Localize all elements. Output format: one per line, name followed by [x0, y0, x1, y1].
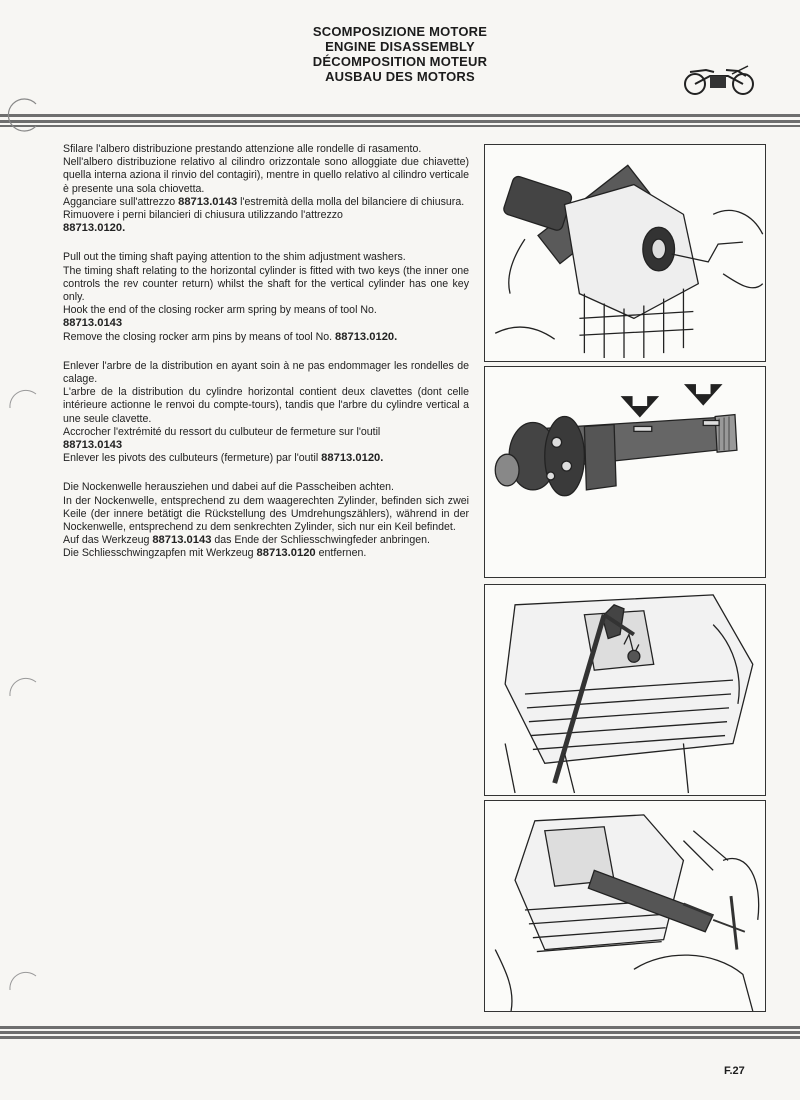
spring-hook-tool-illustration	[485, 585, 765, 795]
text-run: das Ende der Schliesschwingfeder anbringen.	[214, 534, 430, 547]
tool-number: 88713.0120.	[321, 452, 384, 465]
punch-hole-icon	[6, 98, 40, 132]
tool-number: 88713.0143	[178, 195, 238, 208]
rocker-pin-extractor-illustration	[485, 801, 765, 1011]
text-run: Remove the closing rocker arm pins by means of tool No.	[63, 330, 333, 343]
page-number: F.27	[724, 1065, 745, 1077]
title-french: DÉCOMPOSITION MOTEUR	[312, 54, 488, 69]
paragraph: L'arbre de la distribution du cylindre horizontal contient deux clavettes (dont celle intérieure actionne le renvoi du compte-tours), tandis que l'arbre du cylindre vertical a une seule clavette.	[63, 386, 469, 425]
text-run: Agganciare sull'attrezzo	[63, 195, 176, 208]
paragraph: Sfilare l'albero distribuzione prestando attenzione alle rondelle di rasamento.	[63, 143, 422, 155]
tool-number: 88713.0143	[152, 534, 212, 547]
tool-number: 88713.0120	[256, 547, 316, 560]
section-italian	[63, 143, 469, 235]
text-run: Rimuovere i perni bilancieri di chiusura utilizzando l'attrezzo	[63, 209, 343, 222]
punch-hole-icon	[6, 970, 40, 1004]
title-german: AUSBAU DES MOTORS	[325, 69, 475, 84]
timing-shaft-removal-illustration	[485, 145, 765, 361]
paragraph	[63, 426, 469, 452]
paragraph: Die Nockenwelle herausziehen und dabei auf die Passcheiben achten.	[63, 481, 394, 494]
figure-timing-shaft-removal	[484, 144, 766, 362]
paragraph	[63, 331, 469, 344]
punch-hole-icon	[6, 676, 40, 710]
text-run: Die Schliesschwingzapfen mit Werkzeug	[63, 547, 254, 560]
text-run: Accrocher l'extrémité du ressort du culbuteur de fermeture sur l'outil	[63, 425, 381, 438]
paragraph	[63, 209, 469, 235]
section-english	[63, 251, 469, 343]
paragraph: Pull out the timing shaft paying attention to the shim adjustment washers.	[63, 251, 406, 264]
timing-shaft-keys-illustration	[485, 367, 765, 577]
paragraph	[63, 547, 469, 560]
paragraph	[63, 452, 469, 465]
page-header	[255, 24, 545, 84]
title-english: ENGINE DISASSEMBLY	[325, 39, 475, 54]
text-run: entfernen.	[318, 547, 367, 560]
title-italian: SCOMPOSIZIONE MOTORE	[312, 24, 488, 39]
section-french	[63, 360, 469, 466]
paragraph	[63, 534, 469, 547]
top-rule	[0, 114, 800, 128]
text-run: Hook the end of the closing rocker arm spring by means of tool No.	[63, 304, 377, 317]
paragraph: The timing shaft relating to the horizontal cylinder is fitted with two keys (the inner one controls the rev counter return) whilst the shaft for the vertical cylinder has one key only.	[63, 264, 469, 304]
text-run: l'estremità della molla del bilanciere di chiusura.	[240, 195, 465, 208]
text-run: Enlever les pivots des culbuteurs (fermeture) par l'outil	[63, 452, 319, 465]
tool-number: 88713.0120.	[63, 222, 126, 235]
paragraph: In der Nockenwelle, entsprechend zu dem waagerechten Zylinder, befinden sich zwei Keile (der innere betätigt die Rückstellung des Umdrehungszählers), während in der Nockenwelle, entsprechend zu dem senkrechten Zylinder, sich nur ein Keil befindet.	[63, 494, 469, 534]
figure-timing-shaft-keys	[484, 366, 766, 578]
figure-spring-hook-tool	[484, 584, 766, 796]
paragraph	[63, 196, 469, 209]
paragraph	[63, 304, 469, 330]
punch-hole-icon	[6, 388, 40, 422]
motorcycle-logo-icon	[680, 62, 760, 98]
text-run: Auf das Werkzeug	[63, 534, 150, 547]
tool-number: 88713.0143	[63, 439, 123, 452]
bottom-rule	[0, 1026, 800, 1040]
paragraph: Enlever l'arbre de la distribution en ayant soin à ne pas endommager les rondelles de calage.	[63, 359, 469, 386]
section-german	[63, 481, 469, 560]
paragraph: Nell'albero distribuzione relativo al cilindro orizzontale sono alloggiate due chiavette) quella interna aziona il rinvio del contagiri), mentre in quello relativo al cilindro verticale è presente una sola chiovetta.	[63, 156, 469, 195]
tool-number: 88713.0143	[63, 317, 123, 330]
instructions-column	[63, 143, 469, 577]
tool-number: 88713.0120.	[335, 330, 398, 343]
figure-rocker-pin-extractor	[484, 800, 766, 1012]
